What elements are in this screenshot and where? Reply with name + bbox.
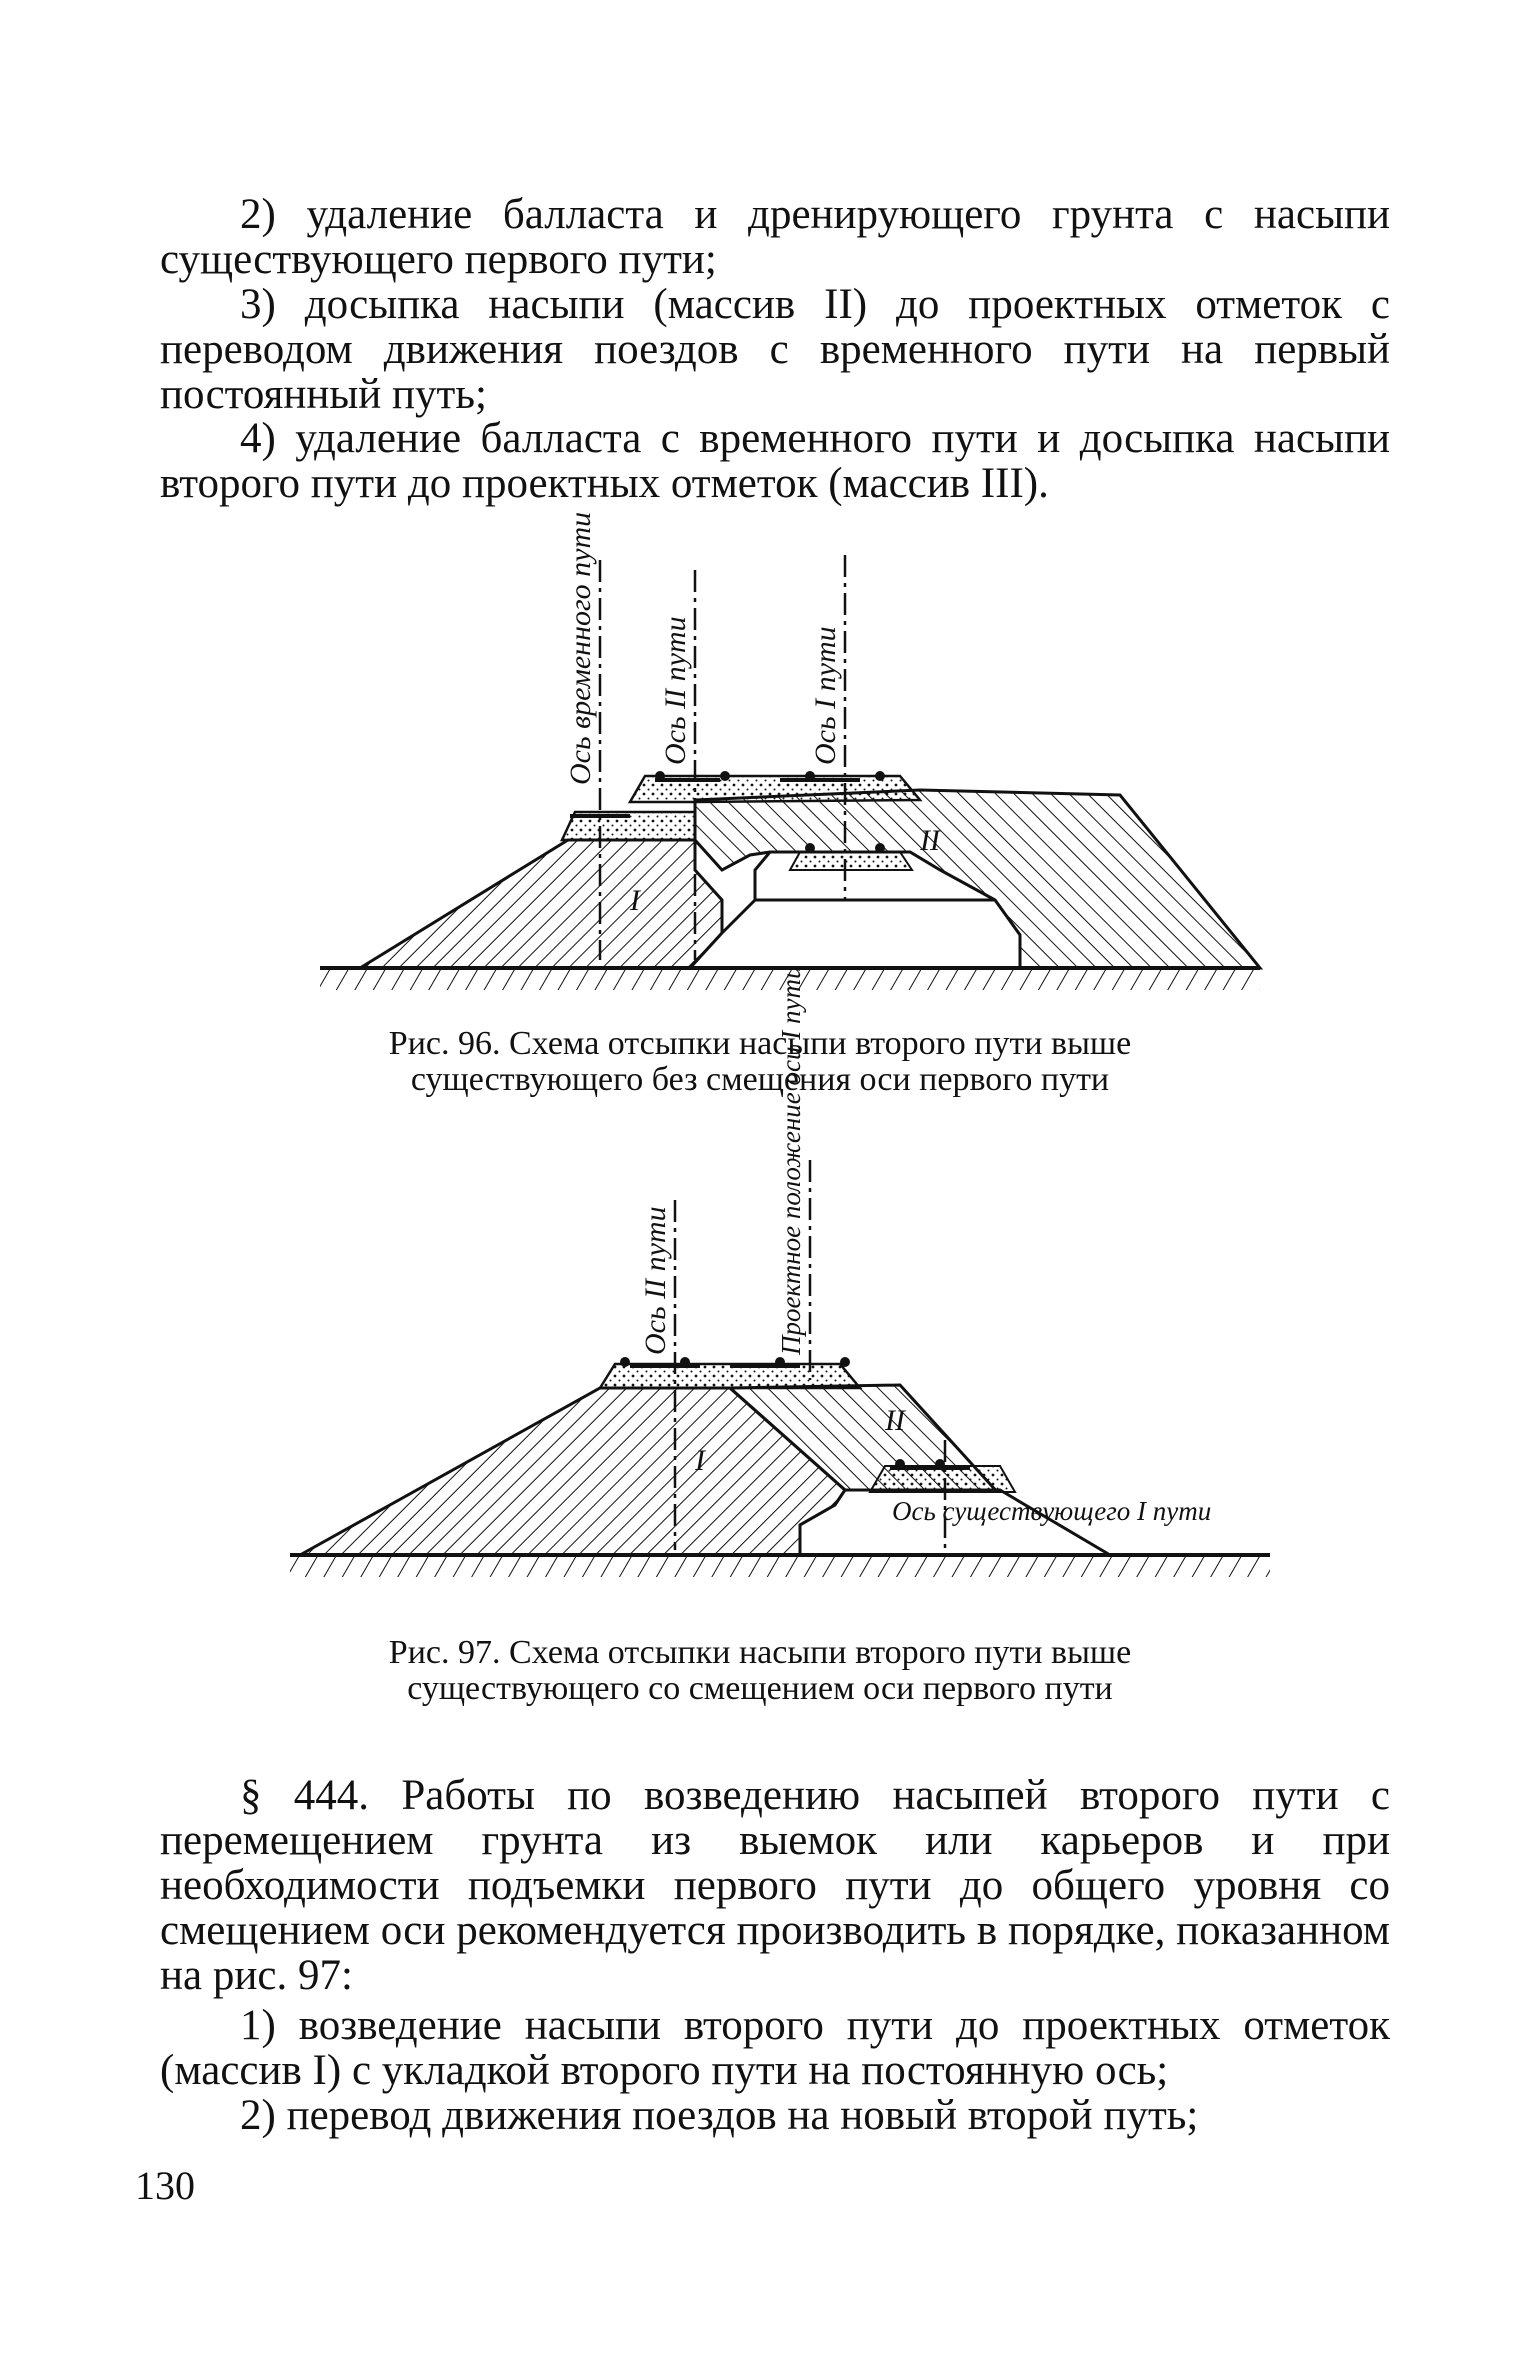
page-number: 130 — [135, 2163, 195, 2208]
fig96-ballast-existing — [790, 852, 912, 870]
fig97-mass-ii-label: II — [885, 1404, 905, 1437]
fig96-axis-i-label: Ось I пути — [809, 626, 842, 765]
fig96-axis-temporary-label: Ось временного пути — [564, 511, 597, 785]
fig97-axis-existing-label: Ось существующего I пути — [892, 1496, 1212, 1526]
figure-97-caption — [260, 1635, 1260, 1707]
paragraph-item-3: 3) досыпка насыпи (массив II) до проектных отметок с переводом движения поездов с временного пути на первый постоянный путь; — [160, 281, 1390, 418]
figure-97-caption-line-2: существующего со смещением оси первого пути — [407, 1670, 1113, 1707]
fig97-mass-i-label: I — [695, 1444, 705, 1477]
fig96-axis-ii-label: Ось II пути — [659, 616, 692, 765]
fig96-mass-i — [360, 840, 722, 968]
figure-96-caption-line-1: Рис. 96. Схема отсыпки насыпи второго пути выше — [388, 1025, 1132, 1062]
fig97-axis-design-label: Проектное положение оси I пути — [776, 965, 806, 1355]
figure-96-caption — [260, 1026, 1260, 1098]
figure-96-caption-line-2: существующего без смещения оси первого пути — [410, 1061, 1110, 1098]
paragraph-444: § 444. Работы по возведению насыпей второго пути с перемещением грунта из выемок или карьеров и при необходимости подъемки первого пути до общего уровня со смещением оси рекомендуется производить в порядке, показанном на рис. 97: — [160, 1772, 1390, 1999]
figure-97-caption-line-1: Рис. 97. Схема отсыпки насыпи второго пути выше — [388, 1634, 1132, 1671]
paragraph-item-2: 2) удаление балласта и дренирующего грунта с насыпи существующего первого пути; — [160, 191, 1390, 283]
paragraph-item-b1: 1) возведение насыпи второго пути до проектных отметок (массив I) с укладкой второго пути на постоянную ось; — [160, 2002, 1390, 2094]
fig97-axis-ii-label: Ось II пути — [639, 1206, 672, 1355]
fig96-mass-i-label: I — [630, 884, 640, 917]
figure-96-diagram — [300, 511, 1280, 1020]
fig97-ground — [290, 1555, 1270, 1577]
paragraph-item-4: 4) удаление балласта с временного пути и досыпка насыпи второго пути до проектных отметок (массив III). — [160, 415, 1390, 507]
fig96-mass-ii-label: II — [920, 824, 940, 857]
paragraph-item-b2: 2) перевод движения поездов на новый второй путь; — [240, 2092, 1199, 2139]
